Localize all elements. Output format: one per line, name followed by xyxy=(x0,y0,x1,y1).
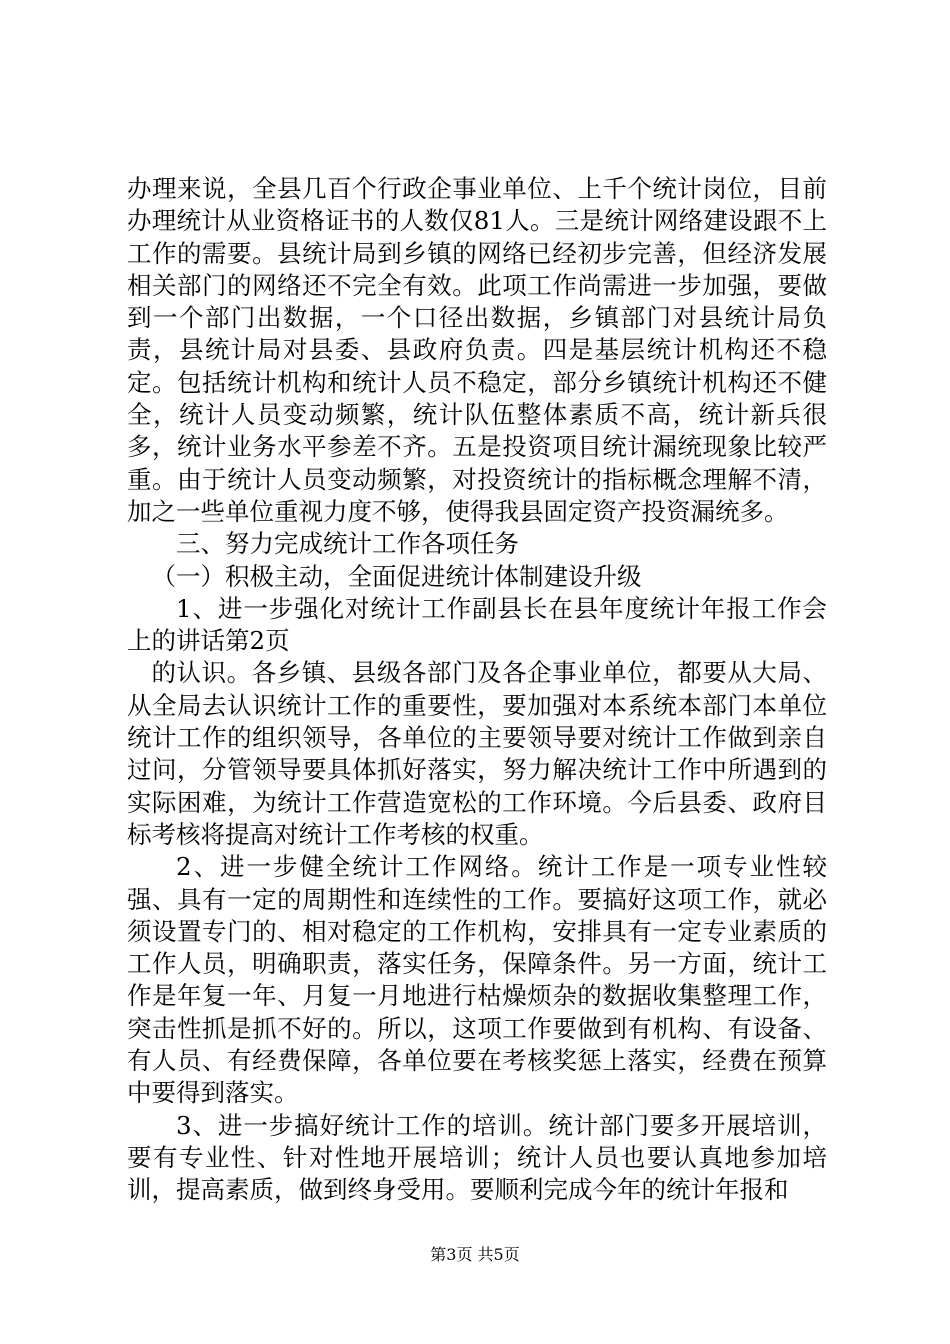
paragraph-item-3: 3、进一步搞好统计工作的培训。统计部门要多开展培训，要有专业性、针对性地开展培训；统计人员也要认真地参加培训，提高素质，做到终身受用。要顺利完成今年的统计年报和 xyxy=(127,1110,827,1205)
document-body xyxy=(127,173,827,1207)
paragraph-item-2: 2、进一步健全统计工作网络。统计工作是一项专业性较强、具有一定的周期性和连续性的工作。要搞好这项工作，就必须设置专门的、相对稳定的工作机构，安排具有一定专业素质的工作人员，明确职责，落实任务，保障条件。另一方面，统计工作是年复一年、月复一月地进行枯燥烦杂的数据收集整理工作，突击性抓是抓不好的。所以，这项工作要做到有机构、有设备、有人员、有经费保障，各单位要在考核奖惩上落实，经费在预算中要得到落实。 xyxy=(127,852,827,1108)
page-number-label: 第3页 共5页 xyxy=(430,1245,520,1264)
paragraph-item-1-body: 的认识。各乡镇、县级各部门及各企事业单位，都要从大局、从全局去认识统计工作的重要性，要加强对本系统本部门本单位统计工作的组织领导，各单位的主要领导要对统计工作做到亲自过问，分管领导要具体抓好落实，努力解决统计工作中所遇到的实际困难，为统计工作营造宽松的工作环境。今后县委、政府目标考核将提高对统计工作考核的权重。 xyxy=(127,658,827,849)
paragraph-item-1-heading: 1、进一步强化对统计工作副县长在县年度统计年报工作会上的讲话第2页 xyxy=(127,593,827,656)
subsection-heading-1: （一）积极主动，全面促进统计体制建设升级 xyxy=(151,561,642,591)
section-heading-3: 三、努力完成统计工作各项任务 xyxy=(176,529,519,559)
paragraph-problems-continued: 办理来说，全县几百个行政企事业单位、上千个统计岗位，目前办理统计从业资格证书的人数仅81人。三是统计网络建设跟不上工作的需要。县统计局到乡镇的网络已经初步完善，但经济发展相关部门的网络还不完全有效。此项工作尚需进一步加强，要做到一个部门出数据，一个口径出数据，乡镇部门对县统计局负责，县统计局对县委、县政府负责。四是基层统计机构还不稳定。包括统计机构和统计人员不稳定，部分乡镇统计机构还不健全，统计人员变动频繁，统计队伍整体素质不高，统计新兵很多，统计业务水平参差不齐。五是投资项目统计漏统现象比较严重。由于统计人员变动频繁，对投资统计的指标概念理解不清，加之一些单位重视力度不够，使得我县固定资产投资漏统多。 xyxy=(127,174,827,526)
page-footer xyxy=(0,1245,950,1265)
